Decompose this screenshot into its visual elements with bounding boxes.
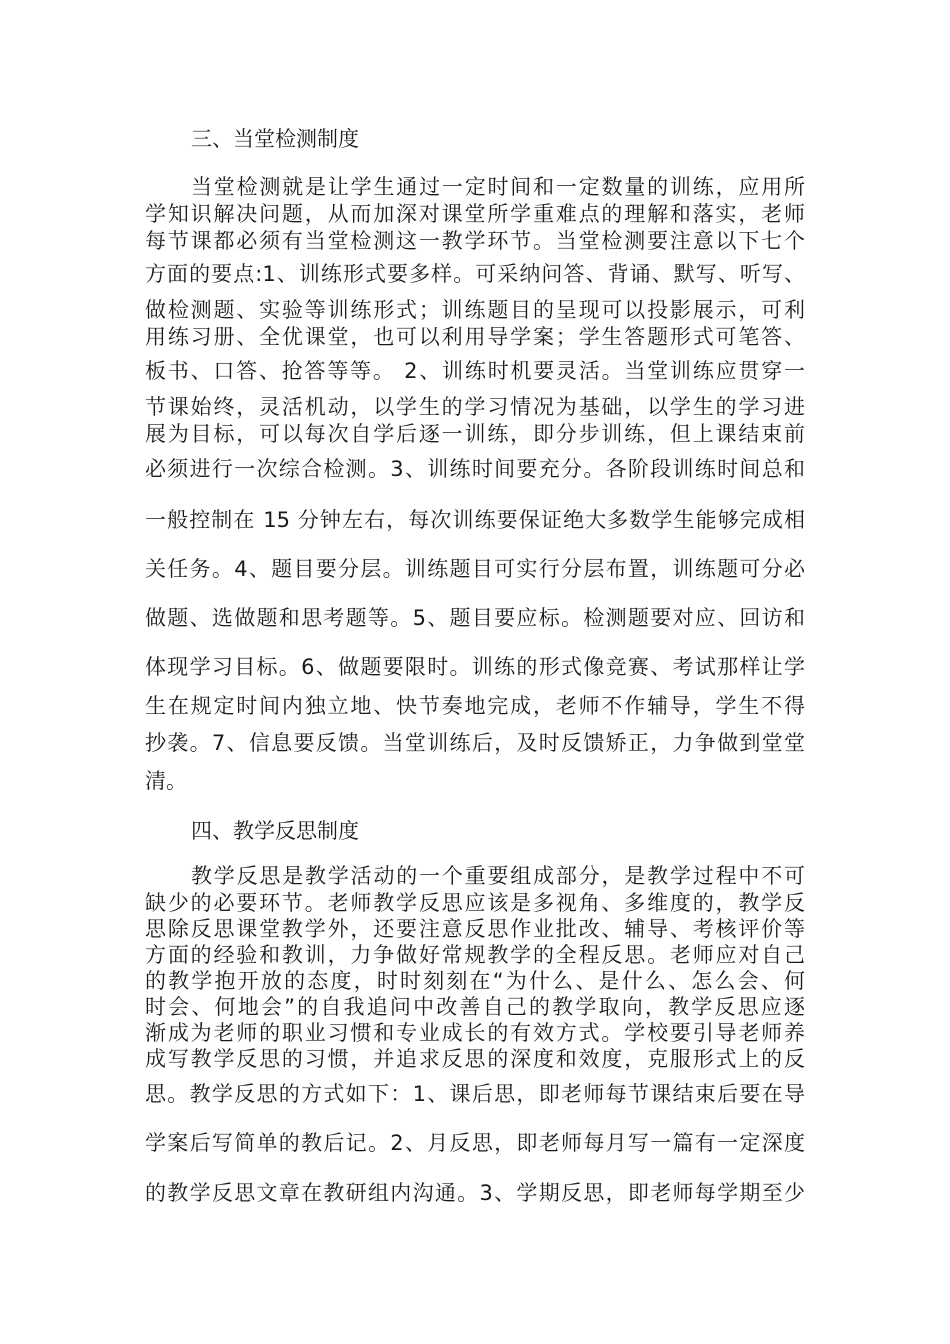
paragraph-line: 展为目标，可以每次自学后逐一训练，即分步训练，但上课结束前 — [145, 422, 805, 446]
paragraph-line: 每节课都必须有当堂检测这一教学环节。当堂检测要注意以下七个 — [145, 229, 805, 253]
paragraph-line: 清。 — [145, 769, 187, 793]
paragraph-line: 当堂检测就是让学生通过一定时间和一定数量的训练，应用所 — [191, 175, 805, 199]
paragraph-line: 体现学习目标。6、做题要限时。训练的形式像竞赛、考试那样让学 — [145, 655, 805, 679]
paragraph-line: 的教学反思文章在教研组内沟通。3、学期反思，即老师每学期至少 — [145, 1181, 805, 1205]
paragraph-line: 一般控制在 15 分钟左右，每次训练要保证绝大多数学生能够完成相 — [145, 508, 805, 532]
paragraph-line: 生在规定时间内独立地、快节奏地完成，老师不作辅导，学生不得 — [145, 694, 805, 718]
paragraph-line: 学知识解决问题，从而加深对课堂所学重难点的理解和落实，老师 — [145, 202, 805, 226]
paragraph-line: 教学反思是教学活动的一个重要组成部分，是教学过程中不可 — [191, 864, 805, 888]
paragraph-line: 用练习册、全优课堂，也可以利用导学案；学生答题形式可笔答、 — [145, 325, 805, 349]
paragraph-line: 成写教学反思的习惯，并追求反思的深度和效度，克服形式上的反 — [145, 1047, 805, 1071]
paragraph-line: 做题、选做题和思考题等。5、题目要应标。检测题要对应、回访和 — [145, 606, 805, 630]
paragraph-line: 渐成为老师的职业习惯和专业成长的有效方式。学校要引导老师养 — [145, 1021, 805, 1045]
paragraph-line: 必须进行一次综合检测。3、训练时间要充分。各阶段训练时间总和 — [145, 457, 805, 481]
paragraph-line: 时会、何地会”的自我追问中改善自己的教学取向，教学反思应逐 — [145, 995, 805, 1019]
paragraph-line: 板书、口答、抢答等等。 2、训练时机要灵活。当堂训练应贯穿一 — [145, 359, 805, 383]
paragraph-line: 关任务。4、题目要分层。训练题目可实行分层布置，训练题可分必 — [145, 557, 805, 581]
paragraph-line: 思除反思课堂教学外，还要注意反思作业批改、辅导、考核评价等 — [145, 917, 805, 941]
paragraph-line: 的教学抱开放的态度，时时刻刻在“为什么、是什么、怎么会、何 — [145, 969, 805, 993]
paragraph-line: 方面的经验和教训，力争做好常规教学的全程反思。老师应对自己 — [145, 943, 805, 967]
paragraph-line: 学案后写简单的教后记。2、月反思，即老师每月写一篇有一定深度 — [145, 1131, 805, 1155]
paragraph-line: 节课始终，灵活机动，以学生的学习情况为基础，以学生的学习进 — [145, 395, 805, 419]
section-heading: 四、教学反思制度 — [191, 819, 359, 843]
paragraph-line: 方面的要点:1、训练形式要多样。可采纳问答、背诵、默写、听写、 — [145, 262, 805, 286]
paragraph-line: 思。教学反思的方式如下：1、课后思，即老师每节课结束后要在导 — [145, 1082, 805, 1106]
section-heading: 三、当堂检测制度 — [191, 127, 359, 151]
paragraph-line: 缺少的必要环节。老师教学反思应该是多视角、多维度的，教学反 — [145, 891, 805, 915]
paragraph-line: 做检测题、实验等训练形式；训练题目的呈现可以投影展示，可利 — [145, 298, 805, 322]
paragraph-line: 抄袭。7、信息要反馈。当堂训练后，及时反馈矫正，力争做到堂堂 — [145, 731, 805, 755]
